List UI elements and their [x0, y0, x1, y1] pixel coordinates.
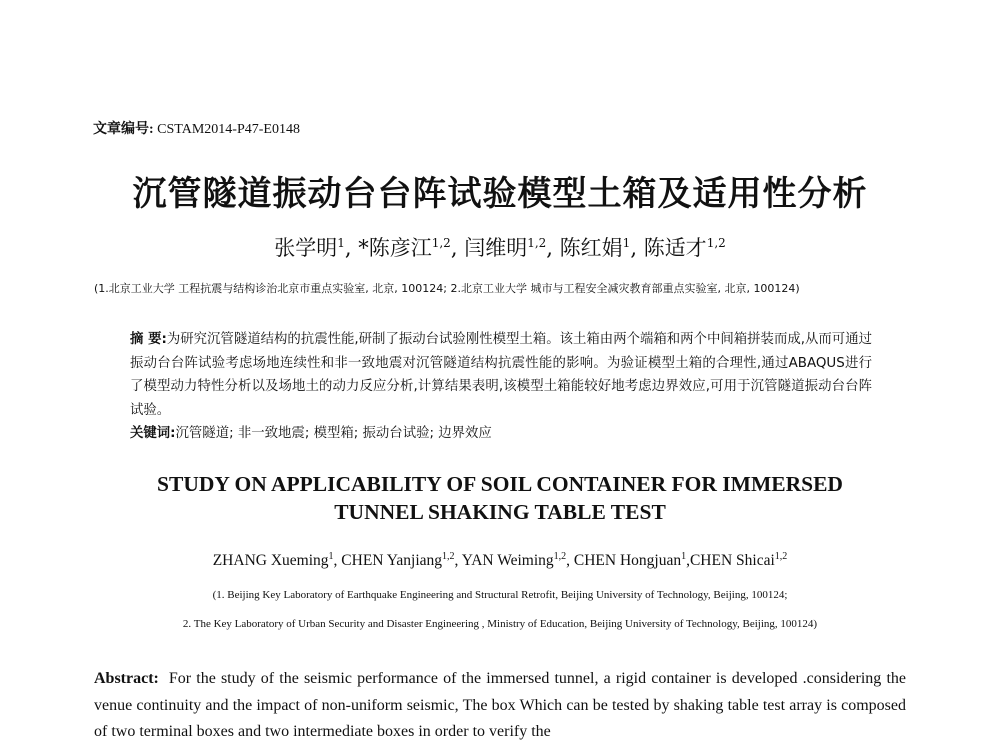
author-affil-sup: 1,2 — [553, 551, 567, 562]
author-sep: , — [630, 236, 637, 260]
chinese-abstract-label: 摘 要: — [130, 332, 167, 347]
chinese-authors — [0, 232, 1000, 262]
chinese-title: 沉管隧道振动台台阵试验模型土箱及适用性分析 — [132, 174, 868, 214]
english-title-line: TUNNEL SHAKING TABLE TEST — [334, 500, 666, 524]
author-affil-sup: 1 — [622, 236, 631, 250]
english-affiliation-1: (1. Beijing Key Laboratory of Earthquake Engineering and Structural Retrofit, Beijing University of Technology, Beijing, 100124; — [212, 589, 788, 601]
author-affil-sup: 1 — [337, 236, 345, 250]
article-number — [93, 118, 300, 138]
author-name: YAN Weiming — [461, 552, 554, 570]
author-affil-sup: 1 — [681, 551, 687, 562]
english-abstract-label: Abstract: — [94, 670, 159, 687]
chinese-abstract-text: 为研究沉管隧道结构的抗震性能,研制了振动台试验刚性模型土箱。该土箱由两个端箱和两个中间箱拼装而成,从而可通过振动台台阵试验考虑场地连续性和非一致地震对沉管隧道结构抗震性能的影响。为验证模型土箱的合理性,通过ABAQUS进行了模型动力特性分析以及场地土的动力反应分析,计算结果表明,该模型土箱能较好地考虑边界效应,可用于沉管隧道振动台台阵试验。 — [130, 332, 872, 418]
author-sep: , — [333, 552, 342, 570]
author-name: ZHANG Xueming — [212, 552, 329, 570]
chinese-keywords-label: 关键词: — [130, 426, 176, 441]
english-affiliation-2: 2. The Key Laboratory of Urban Security and Disaster Engineering , Ministry of Education, Beijing University of Technology, Beijing, 100124) — [182, 618, 818, 630]
author-affil-sup: 1,2 — [706, 236, 726, 250]
author-affil-sup: 1 — [328, 551, 334, 562]
author-affil-sup: 1,2 — [527, 236, 547, 250]
english-authors — [0, 551, 1000, 570]
author-affil-sup: 1,2 — [431, 236, 451, 250]
english-title — [0, 470, 1000, 526]
author-sep: , — [344, 236, 352, 260]
author-name: CHEN Hongjuan — [573, 552, 682, 570]
author-name: 陈适才 — [643, 236, 707, 260]
english-title-line: STUDY ON APPLICABILITY OF SOIL CONTAINER FOR IMMERSED — [157, 472, 843, 496]
author-name: *陈彦江 — [358, 236, 432, 260]
author-name: 张学明 — [274, 236, 338, 260]
chinese-keywords: 沉管隧道; 非一致地震; 模型箱; 振动台试验; 边界效应 — [175, 426, 492, 441]
author-name: CHEN Yanjiang — [341, 552, 443, 570]
chinese-abstract — [130, 328, 872, 446]
author-sep: , — [450, 236, 458, 260]
author-name: 闫维明 — [464, 236, 528, 260]
author-name: 陈红娟 — [559, 236, 623, 260]
author-sep: , — [686, 552, 690, 570]
english-abstract — [94, 666, 906, 746]
author-sep: , — [454, 552, 462, 570]
article-number-value: CSTAM2014-P47-E0148 — [157, 122, 300, 137]
author-affil-sup: 1,2 — [774, 551, 788, 562]
author-name: CHEN Shicai — [689, 552, 775, 570]
english-abstract-text: For the study of the seismic performance of the immersed tunnel, a rigid container is developed .considering the venue continuity and the impact of non-uniform seismic, The box Which can be tested by shaking table test array is composed of two terminal boxes and two intermediate boxes in order to verify the — [94, 670, 906, 740]
author-sep: , — [546, 236, 553, 260]
author-affil-sup: 1,2 — [442, 551, 455, 562]
article-number-label: 文章编号: — [93, 122, 154, 137]
chinese-affiliation: (1.北京工业大学 工程抗震与结构诊治北京市重点实验室, 北京, 100124; 2.北京工业大学 城市与工程安全减灾教育部重点实验室, 北京, 100124) — [94, 282, 800, 295]
author-sep: , — [566, 552, 574, 570]
